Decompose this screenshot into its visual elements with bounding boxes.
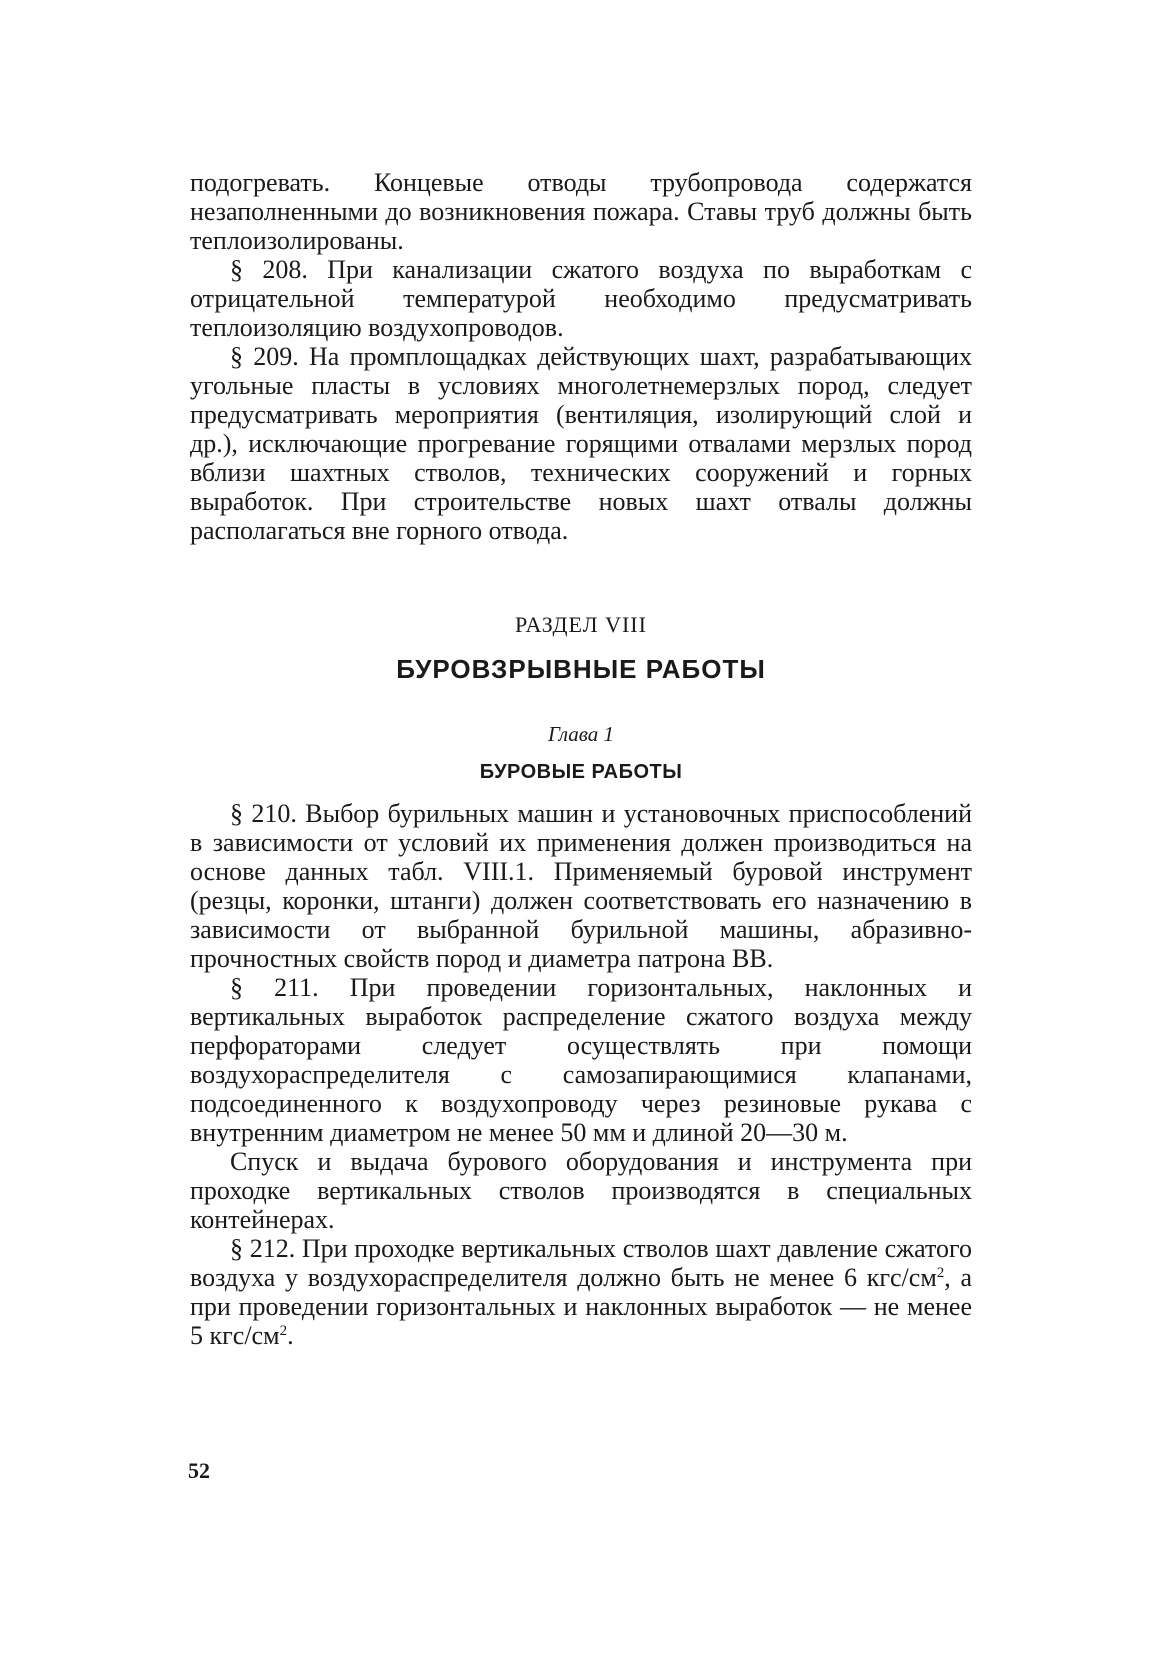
paragraph-211-continued: Спуск и выдача бурового оборудования и инструмента при проходке вертикальных стволов производятся в специальных контейнерах. bbox=[190, 1147, 972, 1234]
chapter-title: БУРОВЫЕ РАБОТЫ bbox=[479, 761, 683, 783]
chapter-label: Глава 1 bbox=[548, 722, 614, 746]
paragraph-210: § 210. Выбор бурильных машин и установочных приспособлений в зависимости от условий их применения должен производиться на основе данных табл. VIII.1. Применяемый буровой инструмент (резцы, коронки, штанги) должен соответствовать его назначению в зависимости от выбранной бурильной машины, абразивно-прочностных свойств пород и диаметра патрона ВВ. bbox=[190, 799, 972, 973]
superscript-2: 2 bbox=[936, 1265, 945, 1281]
page-number: 52 bbox=[188, 1458, 210, 1483]
section-title: БУРОВЗРЫВНЫЕ РАБОТЫ bbox=[396, 654, 766, 684]
paragraph-211: § 211. При проведении горизонтальных, наклонных и вертикальных выработок распределение сжатого воздуха между перфораторами следует осуществлять при помощи воздухораспределителя с самозапирающимися клапанами, подсоединенного к воздухопроводу через резиновые рукава с внутренним диаметром не менее 50 мм и длиной 20—30 м. bbox=[190, 973, 972, 1147]
paragraph-212-part3: . bbox=[287, 1321, 294, 1350]
paragraph-208: § 208. При канализации сжатого воздуха по выработкам с отрицательной температурой необходимо предусматривать теплоизоляцию воздухопроводов. bbox=[190, 255, 972, 342]
paragraph-212-part2: , а при проведении горизонтальных и наклонных выработок — не менее 5 кгс/см bbox=[190, 1263, 973, 1350]
superscript-2: 2 bbox=[279, 1323, 288, 1339]
paragraph-212 bbox=[190, 1234, 972, 1350]
section-label: РАЗДЕЛ VIII bbox=[515, 612, 647, 637]
paragraph-continuation: подогревать. Концевые отводы трубопровода содержатся незаполненными до возникновения пожара. Ставы труб должны быть теплоизолированы. bbox=[190, 168, 972, 255]
document-page bbox=[190, 168, 972, 1350]
paragraph-209: § 209. На промплощадках действующих шахт, разрабатывающих угольные пласты в условиях многолетнемерзлых пород, следует предусматривать мероприятия (вентиляция, изолирующий слой и др.), исключающие прогревание горящими отвалами мерзлых пород вблизи шахтных стволов, технических сооружений и горных выработок. При строительстве новых шахт отвалы должны располагаться вне горного отвода. bbox=[190, 342, 972, 545]
paragraph-212-part1: § 212. При проходке вертикальных стволов шахт давление сжатого воздуха у воздухораспределителя должно быть не менее 6 кгс/см bbox=[190, 1234, 972, 1292]
